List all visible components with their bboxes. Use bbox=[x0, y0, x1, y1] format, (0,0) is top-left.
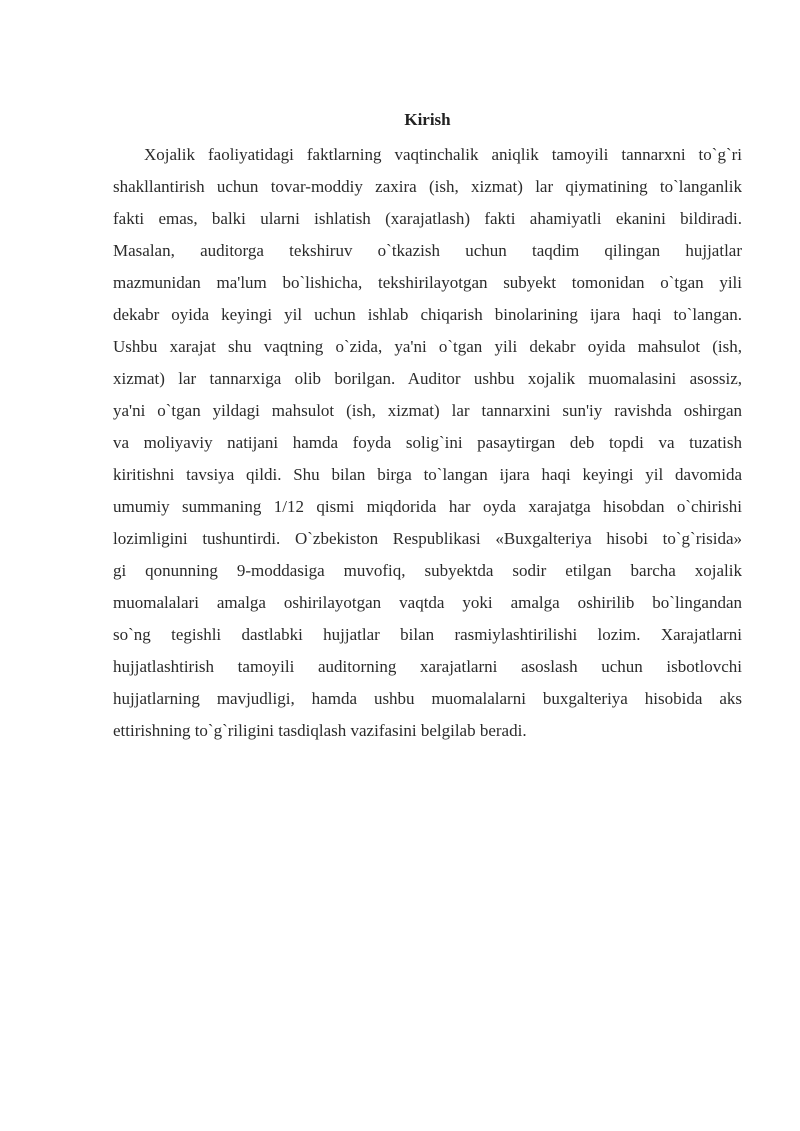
paragraph-line: va moliyaviy natijani hamda foyda solig`ini pasaytirgan deb topdi va tuzatish bbox=[113, 433, 742, 452]
paragraph-line: kiritishni tavsiya qildi. Shu bilan birga to`langan ijara haqi keyingi yil davomida bbox=[113, 465, 742, 484]
section-heading: Kirish bbox=[404, 110, 451, 129]
paragraph-line: fakti emas, balki ularni ishlatish (xarajatlash) fakti ahamiyatli ekanini bildiradi. bbox=[113, 209, 742, 228]
paragraph-line: xizmat) lar tannarxiga olib borilgan. Auditor ushbu xojalik muomalasini asossiz, bbox=[113, 369, 742, 388]
paragraph-line: Xojalik faoliyatidagi faktlarning vaqtinchalik aniqlik tamoyili tannarxni to`g`ri bbox=[144, 145, 742, 164]
body-paragraph bbox=[113, 139, 742, 747]
paragraph-line: gi qonunning 9-moddasiga muvofiq, subyektda sodir etilgan barcha xojalik bbox=[113, 561, 742, 580]
paragraph-line: hujjatlashtirish tamoyili auditorning xarajatlarni asoslash uchun isbotlovchi bbox=[113, 657, 742, 676]
paragraph-line: muomalalari amalga oshirilayotgan vaqtda yoki amalga oshirilib bo`lingandan bbox=[113, 593, 742, 612]
paragraph-line: dekabr oyida keyingi yil uchun ishlab chiqarish binolarining ijara haqi to`langan. bbox=[113, 305, 742, 324]
paragraph-line: ettirishning to`g`riligini tasdiqlash vazifasini belgilab beradi. bbox=[113, 721, 527, 740]
paragraph-line: ya'ni o`tgan yildagi mahsulot (ish, xizmat) lar tannarxini sun'iy ravishda oshirgan bbox=[113, 401, 742, 420]
paragraph-line: Ushbu xarajat shu vaqtning o`zida, ya'ni o`tgan yili dekabr oyida mahsulot (ish, bbox=[113, 337, 742, 356]
paragraph-line: lozimligini tushuntirdi. O`zbekiston Respublikasi «Buxgalteriya hisobi to`g`risida» bbox=[113, 529, 742, 548]
paragraph-line: Masalan, auditorga tekshiruv o`tkazish uchun taqdim qilingan hujjatlar bbox=[113, 241, 742, 260]
paragraph-line: umumiy summaning 1/12 qismi miqdorida har oyda xarajatga hisobdan o`chirishi bbox=[113, 497, 742, 516]
paragraph-line: hujjatlarning mavjudligi, hamda ushbu muomalalarni buxgalteriya hisobida aks bbox=[113, 689, 742, 708]
paragraph-line: so`ng tegishli dastlabki hujjatlar bilan rasmiylashtirilishi lozim. Xarajatlarni bbox=[113, 625, 742, 644]
paragraph-line: mazmunidan ma'lum bo`lishicha, tekshirilayotgan subyekt tomonidan o`tgan yili bbox=[113, 273, 742, 292]
paragraph-line: shakllantirish uchun tovar-moddiy zaxira (ish, xizmat) lar qiymatining to`langanlik bbox=[113, 177, 742, 196]
